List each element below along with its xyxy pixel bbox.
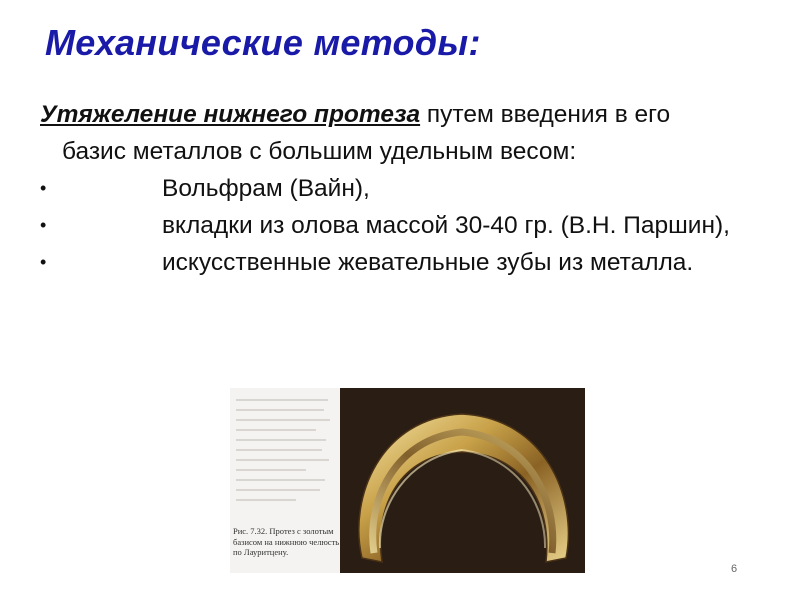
denture-photo xyxy=(340,388,585,573)
intro-lead: Утяжеление нижнего протеза xyxy=(40,101,421,128)
intro-paragraph xyxy=(40,96,740,170)
figure-caption: Рис. 7.32. Протез с золотым базисом на нижнюю челюсть по Лауритцену. xyxy=(233,526,340,557)
bullet-text: вкладки из олова массой 30-40 гр. (В.Н. Паршин), xyxy=(162,212,730,239)
bullet-icon: • xyxy=(40,215,47,235)
slide-number: 6 xyxy=(731,563,738,575)
gold-denture-image xyxy=(340,388,585,573)
bullet-icon: • xyxy=(40,178,47,198)
faded-text-lines xyxy=(236,394,334,514)
slide-body xyxy=(40,96,740,281)
scanned-page-fragment xyxy=(230,388,340,573)
bullet-text: искусственные жевательные зубы из металла. xyxy=(162,249,694,276)
intro-rest: путем введения в его базис металлов с большим удельным весом: xyxy=(62,101,671,165)
bullet-item xyxy=(40,170,740,207)
bullet-text: Вольфрам (Вайн), xyxy=(162,175,370,202)
bullet-icon: • xyxy=(40,252,47,272)
slide-title: Механические методы: xyxy=(45,22,481,63)
bullet-item xyxy=(40,244,740,281)
bullet-item xyxy=(40,207,740,244)
denture-figure xyxy=(230,388,585,573)
